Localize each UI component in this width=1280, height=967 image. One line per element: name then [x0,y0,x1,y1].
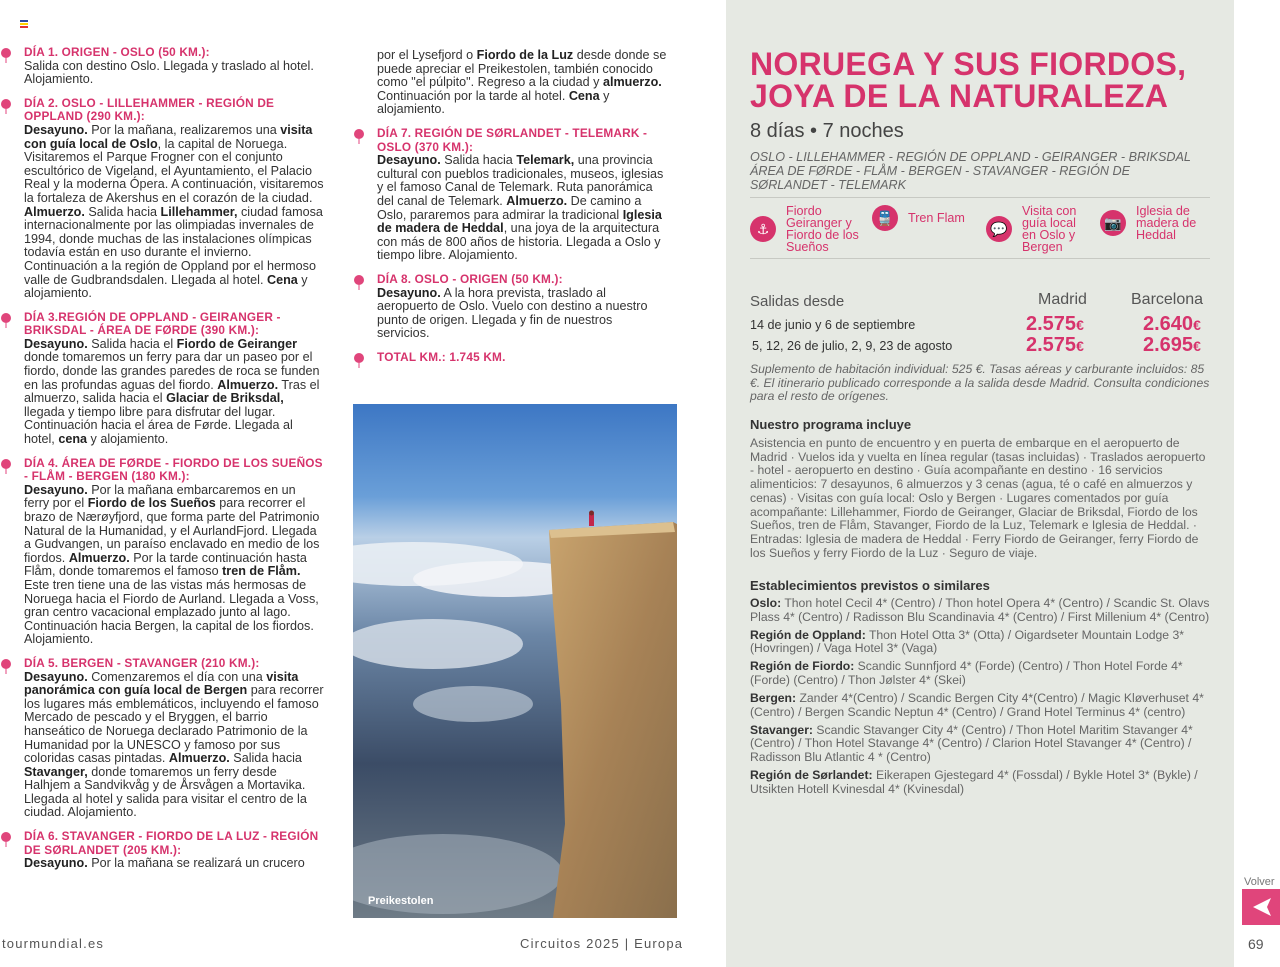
hotel-names: Thon Hotel Otta 3* (Otta) / Oigardseter Mountain Lodge 3* (Hovringen) / Vaga Hotel 3* (Vaga) [750,627,1184,656]
train-icon: 🚆 [872,205,898,231]
chat-icon: 💬 [986,216,1012,242]
hotel-entry [750,629,1210,656]
bullet-dot-icon [1,99,11,109]
highlight-text: Glaciar de Briksdal, [166,391,284,406]
itinerary-day [24,457,324,647]
day-description [24,338,324,447]
hotel-entry [750,769,1210,796]
flag-stripe [20,20,28,22]
highlight-text: Fiordo de Geiranger [176,336,297,351]
body-text: Este tren tiene una de las vistas más hermosas de Noruega hacia el Fiordo de Aurland. Llegada a Voss, gran centro vacacional emplazado junto al lago. Continuación hacia Bergen, la capital de los fiordos. Alojamiento. [24,577,319,647]
day-description [24,671,324,821]
highlight-text: Desayuno. [24,122,88,137]
day-heading: DÍA 3.REGIÓN DE OPPLAND - GEIRANGER - BRIKSDAL - ÁREA DE FØRDE (390 KM.): [24,309,281,338]
body-text: y alojamiento. [377,88,610,117]
camera-icon: 📷 [1100,210,1126,236]
body-text: y alojamiento. [24,272,308,301]
highlight-text: Almuerzo. [168,751,230,766]
highlight-text: Desayuno. [377,285,441,300]
highlight-text: visita panorámica con guía local de Bergen [24,669,299,698]
highlight-text: Desayuno. [24,336,88,351]
hotel-city: Stavanger: [750,722,813,737]
highlight-text: Almuerzo. [217,377,279,392]
body-text: , la capital de Noruega. Visitaremos el Parque Frogner con el conjunto escultórico de Vigeland, el Ayuntamiento, el Palacio Real y la moderna Ópera. A continuación, visitaremos la fortaleza de Akershus en el corazón de la ciudad. [24,136,324,205]
itinerary-day [377,127,667,263]
day-description [24,124,324,301]
itinerary-day [24,657,324,820]
hotel-names: Thon hotel Cecil 4* (Centro) / Thon hotel Opera 4* (Centro) / Scandic St. Olavs Plass 4* (Centro) / Radisson Blu Scandinavia 4* (Centro) / First Millenium 4* (Centro) [750,596,1210,624]
day-heading: DÍA 7. REGIÓN DE SØRLANDET - TELEMARK - OSLO (370 KM.): [377,125,648,154]
hotel-names: Scandic Sunnfjord 4* (Forde) (Centro) / Thon Hotel Forde 4* (Forde) (Centro) / Thon Jølster 4* (Skei) [750,659,1183,687]
body-text: Tras el almuerzo, salida hacia el [24,377,320,406]
itinerary-day [24,97,324,301]
feature-church [1100,205,1206,241]
bullet-dot-icon [1,313,11,323]
itinerary-day [377,351,667,365]
body-text: Por la mañana se realizará un crucero [87,856,305,871]
body-text: y alojamiento. [87,432,169,447]
flag-stripe [20,26,28,28]
feature-fjords [750,205,866,253]
itinerary-day [24,46,324,87]
body-text: una provincia cultural con pueblos tradicionales, museos, iglesias y el famoso Canal de Telemark. Ruta panorámica del canal de Telemark. [377,153,664,208]
hotel-entry [750,660,1210,687]
body-text: donde tomaremos un ferry desde Halhjem a Sandvikvåg y de Årsvågen a Mortavika. Llegada al hotel y salida para visitar el centro de la ciudad. Alojamiento. [24,764,307,820]
itinerary-day [24,311,324,447]
day-description [377,154,667,263]
bullet-dot-icon [354,275,364,285]
highlight-text: Desayuno. [24,482,88,497]
body-text: Por la tarde continuación hasta Flåm, donde tomaremos el famoso [24,550,307,579]
price-row-dates: 14 de junio y 6 de septiembre [750,318,916,332]
day-heading: DÍA 4. ÁREA DE FØRDE - FIORDO DE LOS SUEÑOS - FLÅM - BERGEN (180 KM.): [24,455,323,484]
page-title: NORUEGA Y SUS FIORDOS, JOYA DE LA NATURALEZA [750,46,1187,114]
price-value: 2.575 [1026,334,1077,356]
preikestolen-photo [353,404,677,918]
feature-train [872,205,978,231]
day-description [377,287,667,341]
highlight-text: almuerzo. [602,75,662,90]
highlight-text: Telemark, [516,153,575,168]
day-heading: TOTAL KM.: 1.745 KM. [377,349,506,364]
bullet-dot-icon [1,832,11,842]
highlight-text: tren de Flåm. [222,564,301,579]
highlight-text: Cena [568,88,600,103]
itinerary-day [24,830,324,871]
feature-label: Iglesia de madera de Heddal [1136,204,1197,242]
hotel-names: Zander 4*(Centro) / Scandic Bergen City 4*(Centro) / Magic Kløverhuset 4* (Centro) / Bergen Scandic Neptun 4* (Centro) / Grand Hotel Terminus 4* (centro) [750,691,1204,719]
price-note: Suplemento de habitación individual: 525 €. Tasas aéreas y carburante incluidos: 85 €. El itinerario publicado corresponde a la salida desde Madrid. Consulta condiciones para el resto de orígenes. [750,362,1210,404]
hotel-entry [750,597,1210,624]
day-description [24,60,324,87]
body-text: ciudad famosa internacionalmente por las olimpiadas invernales de 1994, donde muchas de las instalaciones olímpicas todavía están en uso durante el invierno. Continuación a la región de Oppland por el hermoso valle de Gudbrandsdalen. Llegada al hotel. [24,204,323,287]
highlight-text: cena [58,432,88,447]
hotel-city: Región de Oppland: [750,627,866,642]
bullet-dot-icon [354,129,364,139]
hotel-names: Scandic Stavanger City 4* (Centro) / Thon Hotel Maritim Stavanger 4* (Centro) / Thon Hotel Stavange 4* (Centro) / Clarion Hotel Stavanger 4* (Centro) / Radisson Blu Atlantic 4 * (Centro) [750,722,1193,764]
back-label[interactable]: Volver [1244,876,1275,888]
highlight-text: Almuerzo. [68,550,130,565]
highlight-text: Fiordo de los Sueños [87,496,216,511]
back-arrow-icon [1242,889,1280,925]
trip-route: OSLO - LILLEHAMMER - REGIÓN DE OPPLAND - GEIRANGER - BRIKSDAL ÁREA DE FØRDE - FLÅM - BERGEN - STAVANGER - REGIÓN DE SØRLANDET - TELEMARK [750,150,1191,192]
body-text: Por la mañana embarcaremos en un ferry por el [24,482,296,511]
currency: € [1193,338,1201,354]
price-barcelona [1143,334,1201,357]
highlight-text: Desayuno. [24,669,88,684]
body-text: Salida hacia [229,751,302,766]
body-text: A la hora prevista, traslado al aeropuerto de Oslo. Vuelo con destino a nuestro punto de origen. Llegada y fin de nuestros servicios. [377,285,648,341]
highlight-text: visita con guía local de Oslo [24,122,313,151]
body-text: Comenzaremos el día con una [87,669,267,684]
body-text: donde tomaremos un ferry para dar un paseo por el fiordo, donde las grandes paredes de roca se funden en las profundas aguas del fiordo. [24,350,320,392]
flag-stripe [20,23,28,25]
page-number: 69 [1248,936,1264,952]
hotel-city: Bergen: [750,691,797,706]
body-text: , una joya de la arquitectura con más de 800 años de historia. Llegada a Oslo y tiempo libre. Alojamiento. [377,221,661,263]
bullet-dot-icon [1,48,11,58]
day-heading: DÍA 5. BERGEN - STAVANGER (210 KM.): [24,655,260,670]
hotels-list [750,597,1210,801]
body-text: por el Lysefjord o [377,48,477,62]
highlight-text: Lillehammer, [160,204,238,219]
day-description [24,484,324,647]
hotel-names: Eikerapen Gjestegard 4* (Fossdal) / Bykle Hotel 3* (Bykle) / Utsikten Hotell Kvinesdal 4* (Kvinesdal) [750,768,1198,796]
price-row-dates: 5, 12, 26 de julio, 2, 9, 23 de agosto [752,339,953,353]
day-description [24,857,324,871]
hotels-title: Establecimientos previstos o similares [750,578,990,593]
bullet-dot-icon [1,459,11,469]
bullet-dot-icon [354,353,364,363]
itinerary-day [377,49,667,117]
currency: € [1193,317,1201,333]
price-madrid [1026,313,1084,336]
feature-label: Tren Flam [908,211,965,225]
highlight-text: Desayuno. [24,856,88,871]
body-text: Salida con destino Oslo. Llegada y traslado al hotel. Alojamiento. [24,58,314,87]
currency: € [1076,338,1084,354]
anchor-icon: ⚓ [750,216,776,242]
includes-text: Asistencia en punto de encuentro y en puerta de embarque en el aeropuerto de Madrid · Vuelos ida y vuelta en línea regular (tasas incluidas) · Traslados aeropuerto - hotel - aeropuerto en destino · Guía acompañante en destino · 16 servicios alimenticios: 7 desayunos, 6 almuerzos y 3 cenas (agua, té o café en almuerzos y cenas) · Visitas con guía local: Oslo y Bergen · Lugares comentados por guía acompañante: Lillehammer, Fiordo de Geiranger, Glaciar de Briksdal, Fiordo de los Sueños, tren de Flåm, Stavanger, Fiordo de la Luz, Telemark e Iglesia de Heddal. · Entradas: Iglesia de madera de Heddal · Ferry Fiordo de Geiranger, ferry Fiordo de los Sueños y ferry Fiordo de la Luz · Seguro de viaje. [750,436,1206,560]
itinerary-day [377,273,667,341]
footer-website[interactable]: tourmundial.es [2,936,105,951]
highlight-text: Cena [266,272,298,287]
divider [750,258,1210,259]
highlight-text: Desayuno. [377,153,441,168]
body-text: llegada y tiempo libre para disfrutar del lugar. Continuación hacia el área de Førde. Llegada al hotel, [24,404,293,447]
departures-label: Salidas desde [750,293,845,310]
language-flag-icon[interactable] [20,20,28,28]
price-barcelona [1143,313,1201,336]
body-text: para recorrer el brazo de Nærøyfjord, que forma parte del Patrimonio Natural de la Humanidad, y el AurlandFjord. Llegada a Gudvangen, un paraíso enclavado en medio de los fiordos. [24,496,320,565]
hotel-entry [750,692,1210,719]
itinerary-column-left [24,46,324,881]
feature-label: Visita con guía local en Oslo y Bergen [1022,204,1077,254]
city-madrid: Madrid [1038,291,1087,308]
day-description [377,49,667,117]
body-text: Continuación por la tarde al hotel. [377,88,569,103]
preikestolen-image [353,404,677,918]
body-text: De camino a Oslo, pararemos para admirar la tradicional [377,193,642,222]
body-text: Por la mañana, realizaremos una [87,122,281,137]
feature-label: Fiordo Geiranger y Fiordo de los Sueños [786,204,859,254]
includes-title: Nuestro programa incluye [750,417,912,432]
price-value: 2.575 [1026,313,1077,335]
feature-guide [986,205,1087,253]
day-heading: DÍA 6. STAVANGER - FIORDO DE LA LUZ - REGIÓN DE SØRLANDET (205 KM.): [24,829,319,857]
price-value: 2.695 [1143,334,1194,356]
day-heading: DÍA 1. ORIGEN - OSLO (50 KM.): [24,45,210,59]
hotel-entry [750,724,1210,765]
body-text: Salida hacia el [87,336,177,351]
highlight-text: Stavanger, [24,764,88,779]
price-value: 2.640 [1143,313,1194,335]
highlight-text: Almuerzo. [24,204,85,219]
body-text: Salida hacia [440,153,517,168]
hotel-city: Región de Fiordo: [750,659,855,674]
bullet-dot-icon [1,659,11,669]
highlight-text: Fiordo de la Luz [476,48,574,62]
body-text: para recorrer los lugares más emblemáticos, incluyendo el famoso Mercado de pescado y el Bryggen, el barrio hanseático de Noruega declarado Patrimonio de la Humanidad por la UNESCO y famoso por sus coloridas casas pintadas. [24,683,324,766]
footer-section: Circuitos 2025 | Europa [520,936,684,951]
currency: € [1076,317,1084,333]
city-barcelona: Barcelona [1131,291,1204,308]
price-madrid [1026,334,1084,357]
body-text: Salida hacia [84,204,161,219]
highlight-text: Almuerzo. [506,193,568,208]
hotel-city: Oslo: [750,596,782,610]
photo-caption: Preikestolen [368,895,434,907]
trip-duration: 8 días • 7 noches [750,120,904,142]
day-heading: DÍA 8. OSLO - ORIGEN (50 KM.): [377,271,563,286]
highlight-text: Iglesia de madera de Heddal [377,207,662,236]
hotel-city: Región de Sørlandet: [750,768,873,783]
divider [750,197,1210,198]
body-text: desde donde se puede apreciar el Preikestolen, también conocido como "el púlpito". Regreso a la ciudad y [377,48,667,90]
itinerary-column-right [377,49,667,374]
day-heading: DÍA 2. OSLO - LILLEHAMMER - REGIÓN DE OPPLAND (290 KM.): [24,95,275,124]
back-button[interactable] [1242,889,1280,925]
